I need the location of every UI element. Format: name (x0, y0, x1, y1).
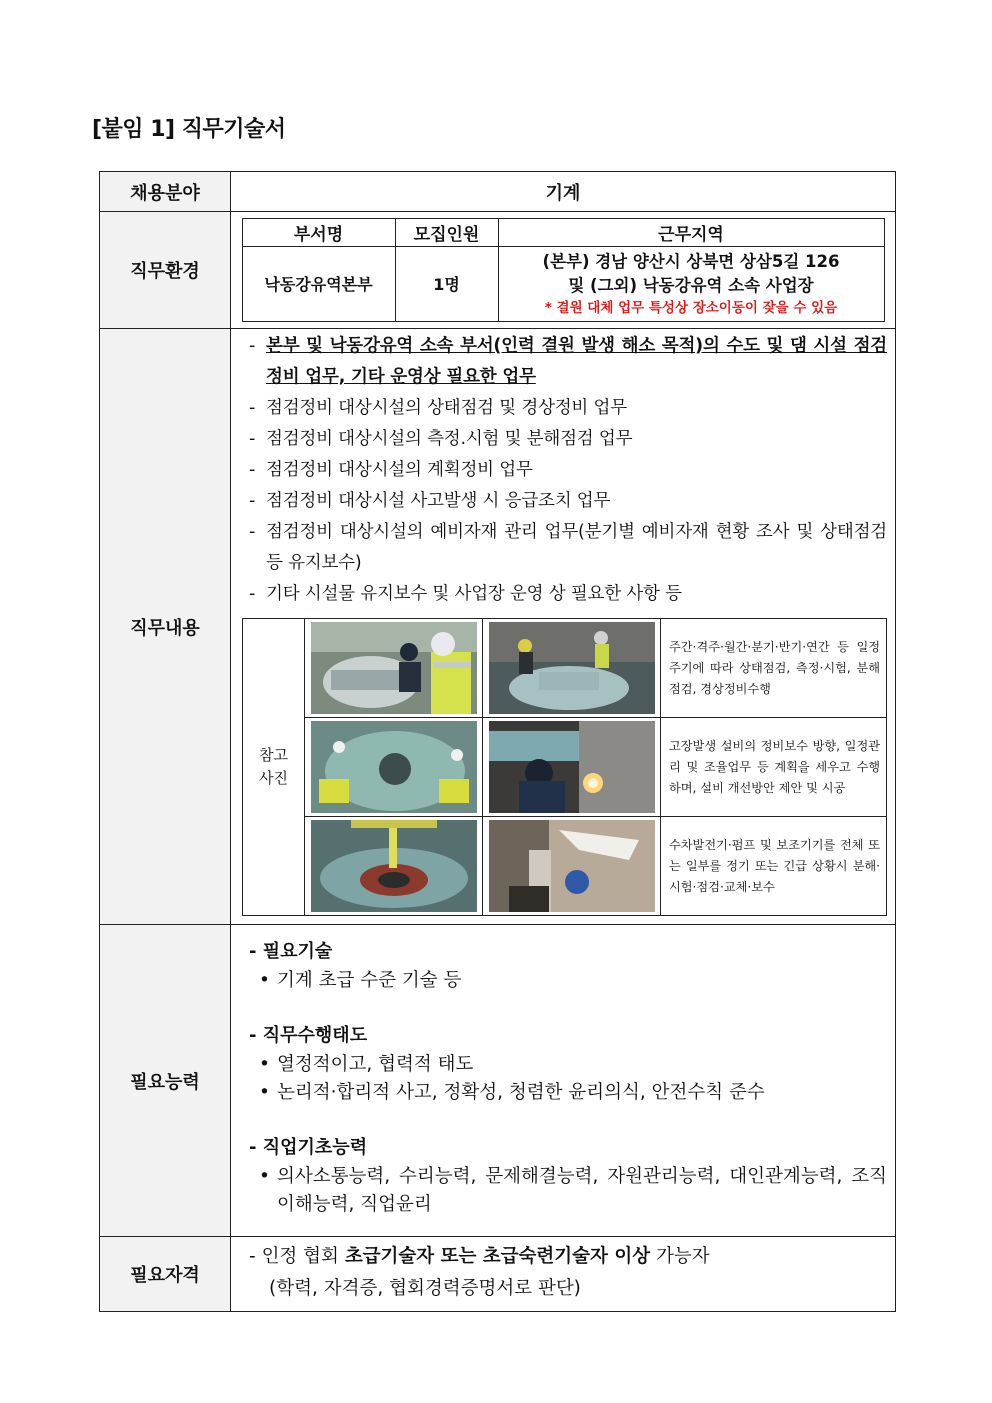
maintenance-photo (311, 721, 477, 813)
ability-group-head: - 필요기술 (249, 941, 333, 962)
duties-label: 직무내용 (100, 329, 231, 925)
reference-photo-table (242, 618, 887, 916)
qualification-content: - 인정 협회 초급기술자 또는 초급숙련기술자 이상 가능자 (학력, 자격증, 협회경력증명서로 판단) (231, 1237, 895, 1311)
ability-item: • 논리적·합리적 사고, 정확성, 청렴한 윤리의식, 안전수칙 준수 (259, 1082, 765, 1103)
ability-item: • 열정적이고, 협력적 태도 (259, 1054, 474, 1075)
duty-item: - 점검정비 대상시설 사고발생 시 응급조치 업무 (249, 491, 611, 511)
document-title: [붙임 1] 직무기술서 (92, 117, 286, 142)
duty-list (231, 329, 895, 610)
abilities-row (100, 925, 896, 1237)
dept-header: 부서명 (242, 218, 395, 246)
count-value: 1명 (395, 246, 498, 321)
qualification-row (100, 1237, 896, 1312)
qualification-label: 필요자격 (100, 1237, 231, 1312)
location-line-2: 및 (그외) 낙동강유역 소속 사업장 (568, 275, 814, 295)
environment-label: 직무환경 (100, 212, 231, 329)
location-value (498, 246, 884, 321)
abilities-cell (231, 925, 896, 1237)
photo-cell (483, 718, 661, 817)
maintenance-photo (489, 622, 655, 714)
environment-row (100, 212, 896, 329)
ability-group-head: - 직업기초능력 (249, 1137, 368, 1158)
photo-description: 고장발생 설비의 정비보수 방향, 일정관리 및 조율업무 등 계획을 세우고 수행하며, 설비 개선방안 제안 및 시공 (661, 718, 887, 817)
dept-value: 낙동강유역본부 (242, 246, 395, 321)
abilities-content (231, 925, 895, 1229)
duties-cell (231, 329, 896, 925)
maintenance-photo (489, 721, 655, 813)
duty-item: - 본부 및 낙동강유역 소속 부서(인력 결원 발생 해소 목적)의 수도 및 댐 시설 점검정비 업무, 기타 운영상 필요한 업무 (249, 336, 887, 387)
duty-item: - 기타 시설물 유지보수 및 사업장 운영 상 필요한 사항 등 (249, 584, 682, 604)
photo-cell (305, 619, 483, 718)
maintenance-photo (311, 622, 477, 714)
location-header: 근무지역 (498, 218, 884, 246)
duty-item: - 점검정비 대상시설의 측정.시험 및 분해점검 업무 (249, 429, 633, 449)
duty-item: - 점검정비 대상시설의 예비자재 관리 업무(분기별 예비자재 현황 조사 및 상태점검 등 유지보수) (249, 522, 887, 573)
photo-cell (305, 817, 483, 916)
duty-item: - 점검정비 대상시설의 상태점검 및 경상정비 업무 (249, 398, 627, 418)
photo-cell (483, 817, 661, 916)
field-label: 채용분야 (100, 172, 231, 212)
photo-cell (305, 718, 483, 817)
photo-description: 주간·격주·월간·분기·반기·연간 등 일정주기에 따라 상태점검, 측정·시험, 분해점검, 경상정비수행 (661, 619, 887, 718)
qualification-note: (학력, 자격증, 협회경력증명서로 판단) (269, 1278, 581, 1299)
environment-subtable (242, 218, 885, 322)
field-row (100, 172, 896, 212)
ability-item: • 의사소통능력, 수리능력, 문제해결능력, 자원관리능력, 대인관계능력, 조직이해능력, 직업윤리 (259, 1166, 887, 1215)
field-value: 기계 (231, 172, 896, 212)
location-note: * 결원 대체 업무 특성상 장소이동이 잦을 수 있음 (544, 299, 838, 316)
reference-photo-label: 참고 사진 (243, 619, 305, 916)
count-header: 모집인원 (395, 218, 498, 246)
location-line-1: (본부) 경남 양산시 상북면 상삼5길 126 (542, 251, 840, 271)
maintenance-photo (311, 820, 477, 912)
photo-description: 수차발전기·펌프 및 보조기기를 전체 또는 일부를 정기 또는 긴급 상황시 분해·시험·점검·교체·보수 (661, 817, 887, 916)
maintenance-photo (489, 820, 655, 912)
job-description-table (99, 171, 896, 1312)
qualification-bold: 초급기술자 또는 초급숙련기술자 이상 (344, 1246, 651, 1267)
ability-item: • 기계 초급 수준 기술 등 (259, 970, 462, 991)
abilities-label: 필요능력 (100, 925, 231, 1237)
photo-cell (483, 619, 661, 718)
ability-group-head: - 직무수행태도 (249, 1025, 368, 1046)
duty-item: - 점검정비 대상시설의 계획정비 업무 (249, 460, 533, 480)
duties-row (100, 329, 896, 925)
environment-cell (231, 212, 896, 329)
qualification-cell (231, 1237, 896, 1312)
